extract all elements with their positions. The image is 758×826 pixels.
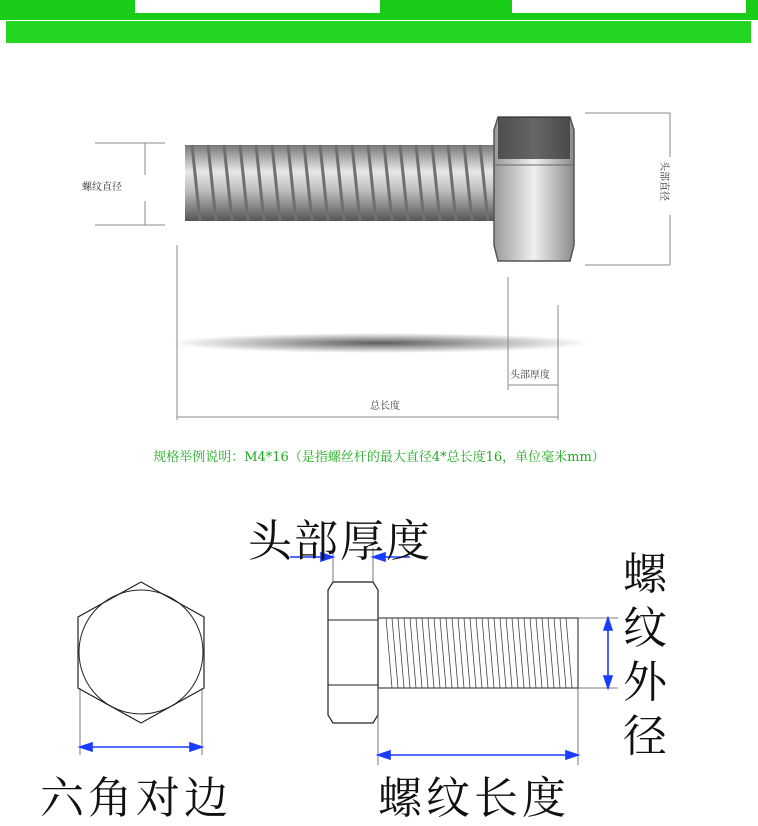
head-thickness-title: 头部厚度 [248,516,432,567]
across-flats-title: 六角对边 [40,773,232,824]
section-bar [6,21,751,43]
head-diameter-label: 头部直径 [658,161,669,201]
thread-length-dimension [378,751,578,759]
hex-outline [78,582,204,723]
header-cell [135,0,380,13]
header-cell [512,0,746,13]
bolt-shadow [170,333,590,353]
total-length-label: 总长度 [370,401,400,412]
spec-caption: 规格举例说明：M4*16（是指螺丝杆的最大直径4*总长度16，单位毫米mm） [153,450,605,465]
thread-length-title: 螺纹长度 [378,773,570,824]
outer-diameter-dimension [604,618,612,688]
hex-circle [79,590,203,714]
bolt-shank [185,145,505,221]
bolt-photo [80,95,720,425]
head-thickness-label: 头部厚度 [510,370,550,381]
outer-diameter-title: 螺纹外径 [623,549,667,762]
header-band [0,0,758,20]
thread-diameter-label: 螺纹直径 [82,182,122,193]
shank-side-view [378,618,578,688]
across-flats-dimension [80,743,202,751]
head-side-view [328,582,378,723]
shank-threads [386,618,572,688]
